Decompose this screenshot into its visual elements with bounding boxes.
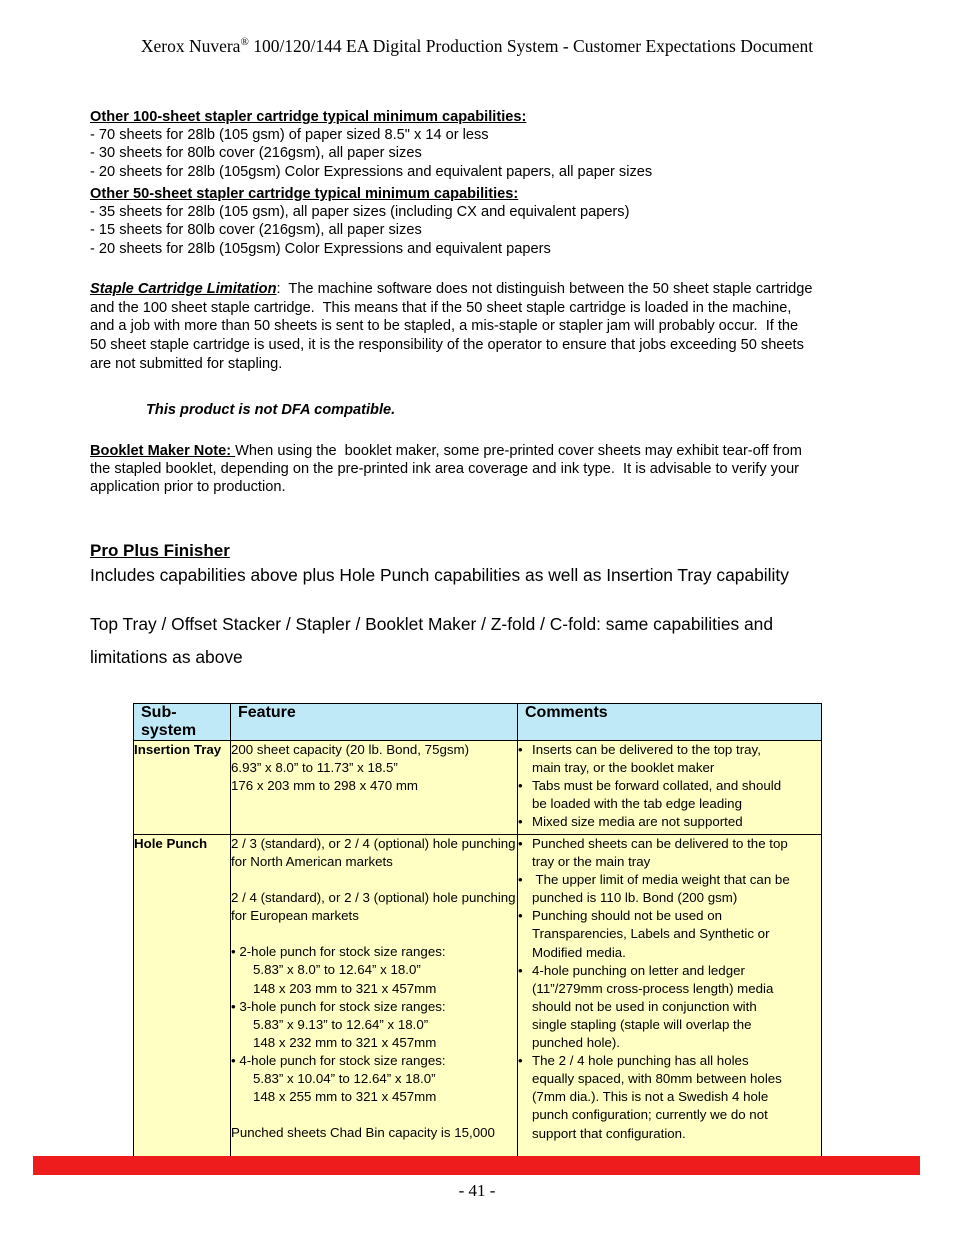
comment-line: Modified media. xyxy=(532,944,626,960)
cartridge-100-line: - 70 sheets for 28lb (105 gsm) of paper sized 8.5" x 14 or less xyxy=(90,127,489,144)
comment-item xyxy=(518,907,821,961)
punch-range-label: • 3-hole punch for stock size ranges: xyxy=(231,998,446,1014)
comment-line: tray or the main tray xyxy=(532,854,651,870)
column-header-feature: Feature xyxy=(231,704,518,741)
comment-line: punched hole). xyxy=(532,1035,620,1051)
bullet-icon: • xyxy=(518,1053,523,1069)
cartridge-50-line: - 15 sheets for 80lb cover (216gsm), all paper sizes xyxy=(90,222,422,239)
staple-limitation-paragraph xyxy=(90,280,870,374)
cartridge-50-line: - 20 sheets for 28lb (105gsm) Color Expressions and equivalent papers xyxy=(90,240,551,257)
staple-limitation-text: and the 100 sheet staple cartridge. This means that if the 50 sheet staple cartridge is loaded in the machine, xyxy=(90,299,792,316)
comment-line: (11”/279mm cross-process length) media xyxy=(532,980,774,996)
comment-line: main tray, or the booklet maker xyxy=(532,760,715,776)
pro-plus-capabilities: Top Tray / Offset Stacker / Stapler / Booklet Maker / Z-fold / C-fold: same capabilities and xyxy=(90,614,774,634)
comment-item xyxy=(518,813,821,831)
cartridge-50-line: - 35 sheets for 28lb (105 gsm), all paper sizes (including CX and equivalent papers) xyxy=(90,204,630,221)
comment-line: Punching should not be used on xyxy=(532,908,723,924)
bullet-icon: • xyxy=(518,836,523,851)
comment-line: support that configuration. xyxy=(532,1125,686,1141)
comment-line: single stapling (staple will overlap the xyxy=(532,1016,752,1032)
feature-cell xyxy=(231,835,518,1160)
table-row-insertion-tray xyxy=(134,741,822,835)
comment-item xyxy=(518,1052,821,1142)
staple-limitation-text: and a job with more than 50 sheets is sent to be stapled, a mis-staple or stapler jam will probably occur. If the xyxy=(90,318,799,335)
feature-line: 2 / 4 (standard), or 2 / 3 (optional) hole punching xyxy=(231,890,516,906)
bullet-icon: • xyxy=(518,962,523,978)
comment-line: Transparencies, Labels and Synthetic or xyxy=(532,926,770,942)
comment-line: (7mm dia.). This is not a Swedish 4 hole xyxy=(532,1089,769,1105)
booklet-note-text: the stapled booklet, depending on the pre-printed ink area coverage and ink type. It is advisable to verify your xyxy=(90,461,800,478)
staple-limitation-text: : The machine software does not distinguish between the 50 sheet staple cartridge xyxy=(276,281,813,297)
column-header-subsystem: Sub-system xyxy=(134,704,231,741)
comment-item xyxy=(518,962,821,1052)
cartridge-50-heading: Other 50-sheet stapler cartridge typical minimum capabilities: xyxy=(90,186,519,202)
feature-cell xyxy=(231,741,518,835)
staple-limitation-text: are not submitted for stapling. xyxy=(90,355,283,372)
cartridge-100-line: - 30 sheets for 80lb cover (216gsm), all paper sizes xyxy=(90,145,422,162)
subsystem-cell: Hole Punch xyxy=(134,835,231,1160)
chad-bin-capacity: Punched sheets Chad Bin capacity is 15,000 xyxy=(231,1125,495,1141)
bullet-icon: • xyxy=(518,908,523,924)
comment-line: Tabs must be forward collated, and should xyxy=(532,778,782,794)
registered-mark: ® xyxy=(240,36,249,49)
comment-line: equally spaced, with 80mm between holes xyxy=(532,1071,782,1087)
punch-range-label: • 2-hole punch for stock size ranges: xyxy=(231,944,446,960)
comment-line: The 2 / 4 hole punching has all holes xyxy=(532,1053,749,1069)
bullet-icon: • xyxy=(518,872,523,888)
booklet-note-text: When using the booklet maker, some pre-printed cover sheets may exhibit tear-off from xyxy=(235,443,802,459)
cartridge-100-section xyxy=(90,108,870,181)
footer-red-bar xyxy=(33,1156,920,1175)
punch-range-size: 5.83” x 10.04” to 12.64” x 18.0” xyxy=(253,1071,436,1087)
pro-plus-finisher-title: Pro Plus Finisher xyxy=(90,541,230,560)
punch-range-size: 148 x 255 mm to 321 x 457mm xyxy=(253,1089,437,1105)
comment-line: be loaded with the tab edge leading xyxy=(532,796,742,812)
staple-limitation-label: Staple Cartridge Limitation xyxy=(90,281,277,297)
column-header-comments: Comments xyxy=(518,704,822,741)
comment-item xyxy=(518,777,821,813)
booklet-note-label: Booklet Maker Note: xyxy=(90,443,236,459)
header-title-start: Xerox Nuvera xyxy=(140,36,241,56)
comment-line: punched is 110 lb. Bond (200 gsm) xyxy=(532,890,738,906)
comment-line: Punched sheets can be delivered to the top xyxy=(532,836,788,851)
comment-line: should not be used in conjunction with xyxy=(532,998,757,1014)
punch-range-size: 5.83” x 8.0” to 12.64” x 18.0” xyxy=(253,962,421,978)
punch-range-size: 5.83” x 9.13” to 12.64” x 18.0” xyxy=(253,1016,429,1032)
header-title-end: 100/120/144 EA Digital Production System - Customer Expectations Document xyxy=(248,36,814,56)
comment-line: Inserts can be delivered to the top tray, xyxy=(532,742,761,757)
comment-item xyxy=(518,835,821,871)
cartridge-100-line: - 20 sheets for 28lb (105gsm) Color Expressions and equivalent papers, all paper sizes xyxy=(90,163,653,180)
booklet-note-paragraph xyxy=(90,442,870,497)
comments-cell xyxy=(518,741,822,835)
finisher-spec-table xyxy=(133,703,822,1160)
comment-line: punch configuration; currently we do not xyxy=(532,1107,768,1123)
staple-limitation-text: 50 sheet staple cartridge is used, it is the responsibility of the operator to ensure that jobs exceeding 50 sheets xyxy=(90,337,804,354)
page-number: - 41 - xyxy=(458,1181,496,1200)
pro-plus-intro: Includes capabilities above plus Hole Punch capabilities as well as Insertion Tray capability xyxy=(90,565,789,585)
punch-range-size: 148 x 203 mm to 321 x 457mm xyxy=(253,980,437,996)
pro-plus-capabilities-cont: limitations as above xyxy=(90,647,243,667)
table-row-hole-punch xyxy=(134,835,822,1160)
comment-item xyxy=(518,871,821,907)
bullet-icon: • xyxy=(518,778,523,794)
subsystem-cell: Insertion Tray xyxy=(134,741,231,835)
comment-line: The upper limit of media weight that can be xyxy=(532,872,790,888)
cartridge-50-section xyxy=(90,185,870,258)
punch-range-label: • 4-hole punch for stock size ranges: xyxy=(231,1052,446,1068)
comment-line: 4-hole punching on letter and ledger xyxy=(532,962,745,978)
table-header-row xyxy=(134,704,822,741)
dfa-note: This product is not DFA compatible. xyxy=(146,402,396,418)
feature-line: 2 / 3 (standard), or 2 / 4 (optional) hole punching xyxy=(231,836,516,851)
feature-line: for North American markets xyxy=(231,854,393,870)
document-header xyxy=(0,36,954,57)
feature-line: 6.93” x 8.0” to 11.73” x 18.5” xyxy=(231,760,398,776)
feature-line: 200 sheet capacity (20 lb. Bond, 75gsm) xyxy=(231,742,470,757)
comment-line: Mixed size media are not supported xyxy=(532,814,743,830)
bullet-icon: • xyxy=(518,814,523,830)
punch-range-size: 148 x 232 mm to 321 x 457mm xyxy=(253,1034,437,1050)
cartridge-100-heading: Other 100-sheet stapler cartridge typical minimum capabilities: xyxy=(90,109,527,125)
feature-line: 176 x 203 mm to 298 x 470 mm xyxy=(231,778,418,794)
booklet-note-text: application prior to production. xyxy=(90,479,286,496)
bullet-icon: • xyxy=(518,742,523,757)
comment-item xyxy=(518,741,821,777)
comments-cell xyxy=(518,835,822,1160)
feature-line: for European markets xyxy=(231,908,359,924)
